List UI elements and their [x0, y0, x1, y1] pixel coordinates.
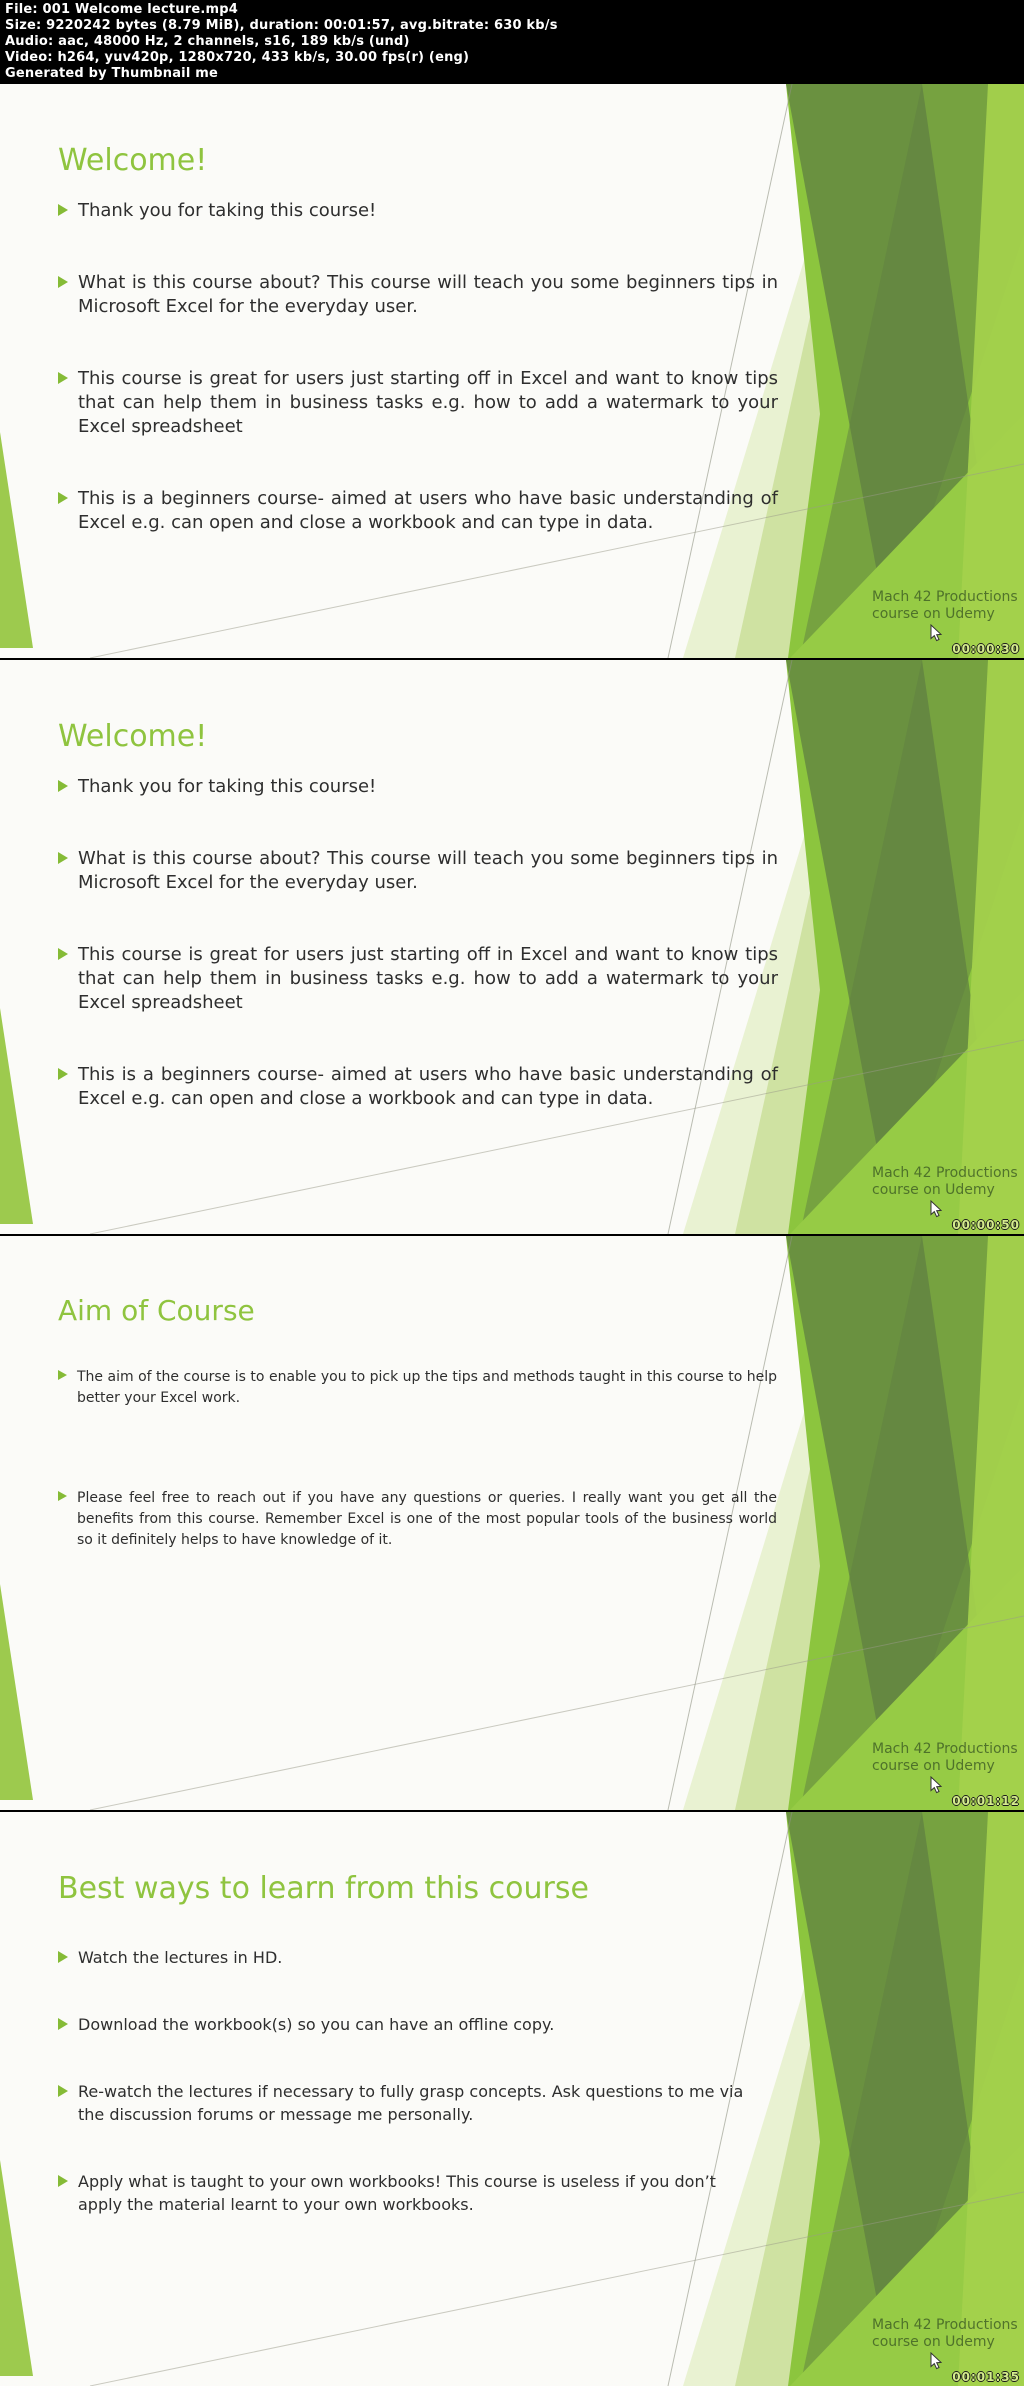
left-green-wedge	[0, 432, 33, 648]
watermark-line-1: Mach 42 Productions	[872, 2317, 1018, 2333]
bullet-text: Please feel free to reach out if you have any questions or queries. I really want you get all the benefits from this course. Remember Excel is one of the most popular tools of the business world so it definitely helps to have knowledge of it.	[77, 1489, 777, 1548]
bullet-triangle-icon	[58, 2085, 68, 2097]
bullet-triangle-icon	[58, 492, 68, 504]
bullet-list	[58, 775, 782, 1111]
bullet-item	[58, 847, 782, 895]
watermark-line-2: course on Udemy	[872, 1758, 995, 1774]
bullet-item	[58, 1946, 782, 1969]
slide-content	[58, 1872, 782, 2260]
bullet-item	[58, 487, 782, 535]
frame-timestamp: 00:00:30	[952, 642, 1020, 656]
bullet-text: Watch the lectures in HD.	[78, 1948, 283, 1967]
watermark-line-1: Mach 42 Productions	[872, 1741, 1018, 1757]
slide-title: Welcome!	[58, 143, 208, 178]
slide-content	[58, 1296, 782, 1630]
bullet-list	[58, 199, 782, 535]
slide-content	[58, 720, 782, 1159]
left-green-wedge	[0, 2160, 33, 2376]
watermark	[872, 1741, 1024, 1775]
frames-container	[0, 82, 1024, 2386]
video-frame-4	[0, 1810, 1024, 2386]
meta-generator-line: Generated by Thumbnail me	[5, 66, 218, 81]
frame-timestamp: 00:01:12	[952, 1794, 1020, 1808]
bullet-text: What is this course about? This course will teach you some beginners tips in Microsoft Excel for the everyday user.	[78, 848, 778, 893]
mouse-cursor-icon	[930, 1776, 943, 1794]
watermark-line-2: course on Udemy	[872, 2334, 995, 2350]
bullet-text: The aim of the course is to enable you to pick up the tips and methods taught in this course to help better your Excel work.	[77, 1368, 777, 1406]
bullet-triangle-icon	[58, 2018, 68, 2030]
bullet-item	[58, 1367, 782, 1409]
bullet-item	[58, 271, 782, 319]
bullet-triangle-icon	[58, 204, 68, 216]
bullet-text: What is this course about? This course will teach you some beginners tips in Microsoft Excel for the everyday user.	[78, 272, 778, 317]
bullet-text: Re-watch the lectures if necessary to fully grasp concepts. Ask questions to me via the discussion forums or message me personally.	[78, 2082, 744, 2124]
mouse-cursor-icon	[930, 624, 943, 642]
bullet-item	[58, 199, 782, 223]
watermark	[872, 2317, 1024, 2351]
mouse-cursor-icon	[930, 1200, 943, 1218]
left-green-wedge	[0, 1584, 33, 1800]
bullet-text: This is a beginners course- aimed at users who have basic understanding of Excel e.g. can open and close a workbook and can type in data.	[78, 488, 778, 533]
bullet-text: Apply what is taught to your own workbooks! This course is useless if you don’t apply the material learnt to your own workbooks.	[78, 2172, 716, 2214]
bullet-triangle-icon	[58, 276, 68, 288]
watermark-line-2: course on Udemy	[872, 1182, 995, 1198]
video-frame-3	[0, 1234, 1024, 1810]
left-green-wedge	[0, 1008, 33, 1224]
bullet-triangle-icon	[58, 1370, 67, 1380]
meta-audio-line: Audio: aac, 48000 Hz, 2 channels, s16, 189 kb/s (und)	[5, 34, 410, 49]
slide-content	[58, 144, 782, 583]
bullet-list	[58, 1946, 782, 2216]
bullet-item	[58, 775, 782, 799]
watermark	[872, 1165, 1024, 1199]
bullet-item	[58, 2080, 782, 2126]
bullet-item	[58, 943, 782, 1015]
video-frame-1	[0, 82, 1024, 658]
video-frame-2	[0, 658, 1024, 1234]
bullet-item	[58, 1063, 782, 1111]
meta-video-line: Video: h264, yuv420p, 1280x720, 433 kb/s, 30.00 fps(r) (eng)	[5, 50, 470, 65]
bullet-text: Download the workbook(s) so you can have an offline copy.	[78, 2015, 555, 2034]
watermark	[872, 589, 1024, 623]
mouse-cursor-icon	[930, 2352, 943, 2370]
bullet-triangle-icon	[58, 1068, 68, 1080]
bullet-triangle-icon	[58, 1491, 67, 1501]
bullet-triangle-icon	[58, 1951, 68, 1963]
bullet-text: This is a beginners course- aimed at users who have basic understanding of Excel e.g. can open and close a workbook and can type in data.	[78, 1064, 778, 1109]
bullet-text: Thank you for taking this course!	[78, 200, 377, 221]
bullet-item	[58, 1488, 782, 1551]
bullet-triangle-icon	[58, 372, 68, 384]
meta-file-line: File: 001 Welcome lecture.mp4	[5, 2, 238, 17]
watermark-line-1: Mach 42 Productions	[872, 1165, 1018, 1181]
bullet-item	[58, 2170, 782, 2216]
bullet-item	[58, 2013, 782, 2036]
bullet-triangle-icon	[58, 852, 68, 864]
watermark-line-1: Mach 42 Productions	[872, 589, 1018, 605]
frame-timestamp: 00:01:35	[952, 2370, 1020, 2384]
bullet-text: This course is great for users just starting off in Excel and want to know tips that can help them in business tasks e.g. how to add a watermark to your Excel spreadsheet	[78, 368, 778, 437]
bullet-triangle-icon	[58, 948, 68, 960]
slide-title: Welcome!	[58, 719, 208, 754]
slide-title: Best ways to learn from this course	[58, 1871, 589, 1906]
bullet-triangle-icon	[58, 2175, 68, 2187]
meta-size-line: Size: 9220242 bytes (8.79 MiB), duration: 00:01:57, avg.bitrate: 630 kb/s	[5, 18, 558, 33]
bullet-triangle-icon	[58, 780, 68, 792]
frame-timestamp: 00:00:50	[952, 1218, 1020, 1232]
watermark-line-2: course on Udemy	[872, 606, 995, 622]
bullet-text: This course is great for users just starting off in Excel and want to know tips that can help them in business tasks e.g. how to add a watermark to your Excel spreadsheet	[78, 944, 778, 1013]
bullet-list	[58, 1367, 782, 1551]
bullet-text: Thank you for taking this course!	[78, 776, 377, 797]
bullet-item	[58, 367, 782, 439]
slide-title: Aim of Course	[58, 1294, 255, 1327]
video-metadata-header	[0, 0, 1024, 82]
